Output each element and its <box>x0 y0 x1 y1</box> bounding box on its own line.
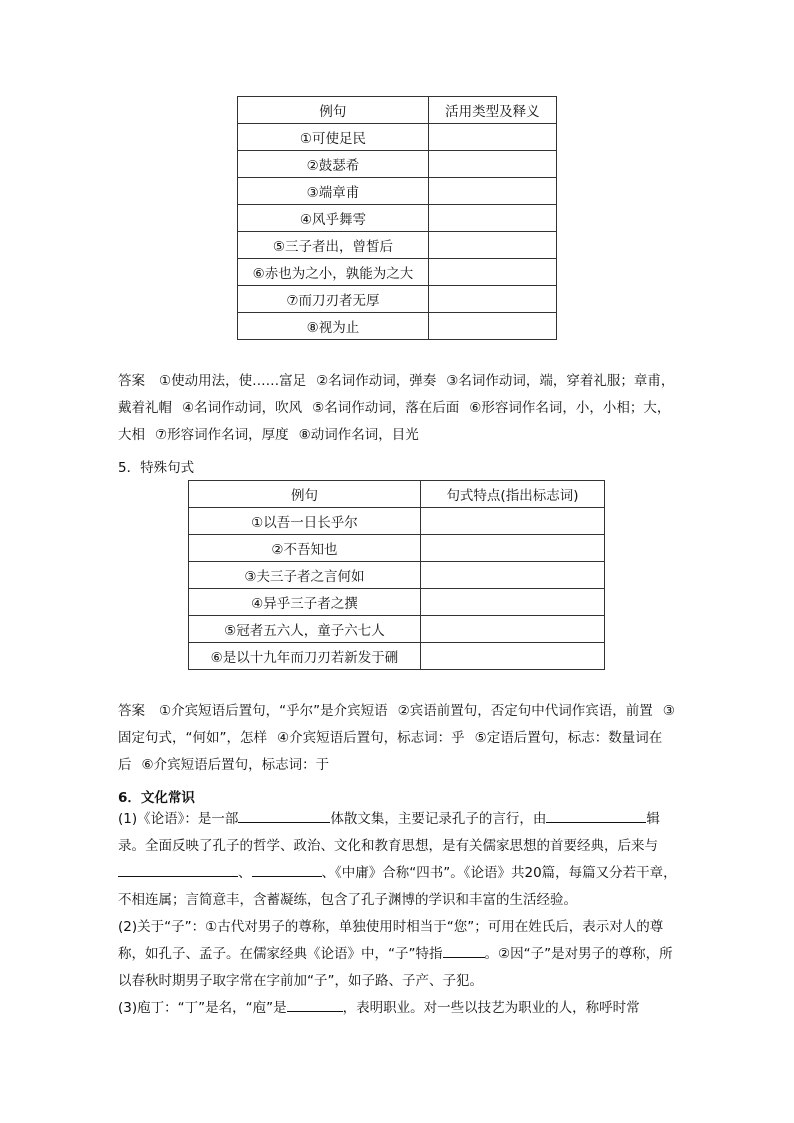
example-cell: ②不吾知也 <box>189 535 421 562</box>
table-row <box>238 151 557 178</box>
answer-item: ③固定句式，“何如”，怎样 <box>118 703 675 746</box>
example-cell: ⑤三子者出，曾皙后 <box>238 232 429 259</box>
answer-item: ⑦形容词作名词，厚度 <box>155 427 289 443</box>
section-title-6: 6．文化常识 <box>118 790 195 806</box>
table-row <box>238 178 557 205</box>
paragraph-text: (3)庖丁：“丁”是名，“庖”是 <box>118 1000 287 1016</box>
answer-item: ①使动用法，使……富足 <box>159 373 307 389</box>
table-row <box>238 232 557 259</box>
paragraph-text: 体散文集，主要记录孔子的言行，由 <box>330 811 547 827</box>
answer-label: 答案 <box>118 373 145 389</box>
table-row <box>189 562 605 589</box>
answer-block-2 <box>118 698 678 779</box>
answer-cell <box>428 232 556 259</box>
answer-item: ⑥形容词作名词，小，小相；大，大相 <box>118 400 671 443</box>
fill-blank[interactable] <box>443 943 485 958</box>
paragraph-text: 。②因“子”是对男子的尊称，所以春秋时期男子取字常在字前加“子”，如子路、子产、子犯。 <box>118 946 673 989</box>
answer-item: ②宾语前置句，否定句中代词作宾语，前置 <box>397 703 653 719</box>
table-row <box>238 313 557 340</box>
example-cell: ⑦而刀刃者无厚 <box>238 286 429 313</box>
culture-paragraph-2 <box>118 914 678 995</box>
table-row <box>238 124 557 151</box>
example-cell: ③端章甫 <box>238 178 429 205</box>
paragraph-text: (2)关于“子”：①古代对男子的尊称，单独使用时相当于“您”；可用在姓氏后，表示对人的尊称，如孔子、孟子。在儒家经典《论语》中，“子”特指 <box>118 919 664 962</box>
inflection-table <box>237 96 557 340</box>
paragraph-text: 、 <box>238 865 252 881</box>
example-cell: ①以吾一日长乎尔 <box>189 508 421 535</box>
table-row <box>238 286 557 313</box>
fill-blank[interactable] <box>252 862 322 877</box>
example-cell: ④异乎三子者之撰 <box>189 589 421 616</box>
answer-cell <box>420 508 604 535</box>
example-cell: ⑧视为止 <box>238 313 429 340</box>
answer-item: ①介宾短语后置句，“乎尔”是介宾短语 <box>159 703 388 719</box>
example-cell: ⑤冠者五六人，童子六七人 <box>189 616 421 643</box>
answer-cell <box>420 589 604 616</box>
answer-cell <box>428 259 556 286</box>
table-row <box>189 589 605 616</box>
table-row <box>189 508 605 535</box>
answer-cell <box>420 616 604 643</box>
table-row <box>238 205 557 232</box>
answer-item: ④名词作动词，吹风 <box>182 400 303 416</box>
example-cell: ①可使足民 <box>238 124 429 151</box>
answer-cell <box>428 151 556 178</box>
table-row <box>238 259 557 286</box>
section-title-5: 5．特殊句式 <box>118 460 195 476</box>
fill-blank[interactable] <box>118 862 238 877</box>
table-row <box>189 535 605 562</box>
answer-cell <box>420 643 604 670</box>
answer-block-1 <box>118 368 678 449</box>
answer-cell <box>420 562 604 589</box>
answer-item: ⑧动词作名词，目光 <box>298 427 419 443</box>
answer-item: ⑤定语后置句，标志：数量词在后 <box>118 730 663 773</box>
answer-cell <box>428 286 556 313</box>
answer-cell <box>428 313 556 340</box>
table-row <box>189 616 605 643</box>
answer-item: ⑤名词作动词，落在后面 <box>312 400 460 416</box>
answer-item: ⑥介宾短语后置句，标志词：于 <box>141 757 330 773</box>
paragraph-text: 、《中庸》合称“四书”。《论语》共20篇，每篇又分若干章，不相连属；言简意丰，含蓄凝练，包含了孔子渊博的学识和丰富的生活经验。 <box>118 865 677 908</box>
fill-blank[interactable] <box>546 808 646 823</box>
culture-paragraph-1 <box>118 806 678 914</box>
fill-blank[interactable] <box>238 808 330 823</box>
sentence-pattern-table <box>188 480 605 670</box>
fill-blank[interactable] <box>287 997 343 1012</box>
paragraph-text: 辑录。全面反映了孔子的哲学、政治、文化和教育思想，是有关儒家思想的首要经典，后来与 <box>118 811 660 854</box>
example-cell: ③夫三子者之言何如 <box>189 562 421 589</box>
answer-cell <box>428 205 556 232</box>
culture-block <box>118 806 678 1022</box>
column-header-example: 例句 <box>189 481 421 508</box>
paragraph-text: ，表明职业。对一些以技艺为职业的人，称呼时常 <box>342 1000 640 1016</box>
example-cell: ②鼓瑟希 <box>238 151 429 178</box>
answer-label: 答案 <box>118 703 145 719</box>
table-row <box>189 643 605 670</box>
culture-paragraph-3 <box>118 995 678 1022</box>
paragraph-text: (1)《论语》：是一部 <box>118 811 239 827</box>
table-header-row <box>189 481 605 508</box>
column-header-pattern: 句式特点(指出标志词) <box>420 481 604 508</box>
column-header-example: 例句 <box>238 97 429 124</box>
answer-item: ③名词作动词，端，穿着礼服；章甫，戴着礼帽 <box>118 373 675 416</box>
answer-item: ②名词作动词，弹奏 <box>316 373 437 389</box>
table-header-row <box>238 97 557 124</box>
example-cell: ⑥是以十九年而刀刃若新发于硎 <box>189 643 421 670</box>
example-cell: ⑥赤也为之小，孰能为之大 <box>238 259 429 286</box>
answer-cell <box>428 124 556 151</box>
answer-item: ④介宾短语后置句，标志词：乎 <box>277 730 465 746</box>
column-header-usage: 活用类型及释义 <box>428 97 556 124</box>
example-cell: ④风乎舞雩 <box>238 205 429 232</box>
answer-cell <box>420 535 604 562</box>
answer-cell <box>428 178 556 205</box>
